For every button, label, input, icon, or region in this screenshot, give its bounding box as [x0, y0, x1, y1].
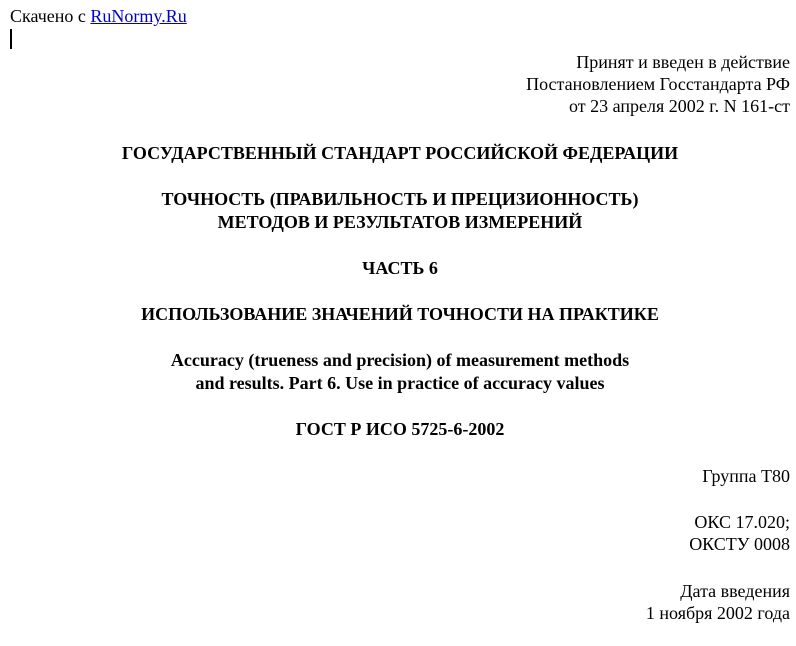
english-title-line-2: and results. Part 6. Use in practice of accuracy values	[195, 373, 605, 393]
gost-designation: ГОСТ Р ИСО 5725-6-2002	[295, 419, 505, 439]
intro-date-value: 1 ноября 2002 года	[645, 603, 790, 623]
classification-block	[689, 511, 790, 555]
okstu-code: ОКСТУ 0008	[689, 534, 790, 554]
adoption-line-1: Принят и введен в действие	[576, 52, 790, 72]
adoption-line-3: от 23 апреля 2002 г. N 161-ст	[569, 96, 790, 116]
english-title-line-1: Accuracy (trueness and precision) of measurement methods	[170, 350, 630, 370]
runormy-link[interactable]: RuNormy.Ru	[90, 6, 187, 26]
title-line-2: МЕТОДОВ И РЕЗУЛЬТАТОВ ИЗМЕРЕНИЙ	[217, 212, 583, 232]
text-cursor	[10, 29, 12, 49]
adoption-line-2: Постановлением Госстандарта РФ	[526, 74, 790, 94]
subtitle-heading: ИСПОЛЬЗОВАНИЕ ЗНАЧЕНИЙ ТОЧНОСТИ НА ПРАКТИКЕ	[141, 304, 659, 324]
adoption-block	[526, 51, 790, 117]
source-line	[10, 5, 187, 27]
oks-code: ОКС 17.020;	[694, 512, 790, 532]
part-heading: ЧАСТЬ 6	[362, 258, 438, 278]
intro-date-block	[646, 580, 790, 624]
source-prefix: Скачено с	[10, 6, 91, 26]
title-line-1: ТОЧНОСТЬ (ПРАВИЛЬНОСТЬ И ПРЕЦИЗИОННОСТЬ)	[161, 189, 639, 209]
group-label: Группа Т80	[702, 466, 790, 486]
state-standard-heading: ГОСУДАРСТВЕННЫЙ СТАНДАРТ РОССИЙСКОЙ ФЕДЕРАЦИИ	[121, 143, 679, 163]
intro-date-label: Дата введения	[680, 581, 790, 601]
